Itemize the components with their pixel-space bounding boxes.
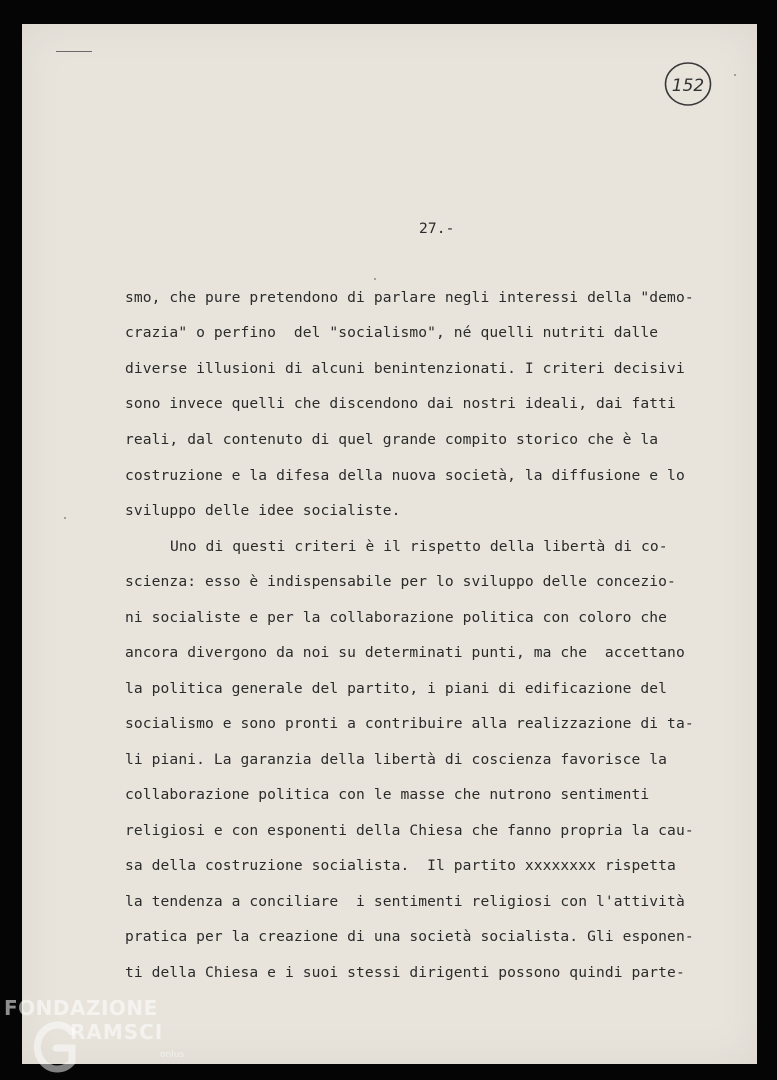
body-line: pratica per la creazione di una società socialista. Gli esponen- xyxy=(125,928,694,945)
body-line: socialismo e sono pronti a contribuire alla realizzazione di ta- xyxy=(125,715,694,732)
fondazione-gramsci-watermark xyxy=(4,996,194,1076)
body-line: ni socialiste e per la collaborazione politica con coloro che xyxy=(125,609,668,626)
body-line: costruzione e la difesa della nuova società, la diffusione e lo xyxy=(125,467,685,484)
body-line: sviluppo delle idee socialiste. xyxy=(125,502,401,519)
typewritten-page xyxy=(22,24,757,1064)
body-line: crazia" o perfino del "socialismo", né quelli nutriti dalle xyxy=(125,324,659,341)
body-line: scienza: esso è indispensabile per lo sviluppo delle concezio- xyxy=(125,573,676,590)
body-line: collaborazione politica con le masse che nutrono sentimenti xyxy=(125,786,650,803)
body-line: ancora divergono da noi su determinati punti, ma che accettano xyxy=(125,644,685,661)
body-line: sono invece quelli che discendono dai nostri ideali, dai fatti xyxy=(125,395,676,412)
body-line: la tendenza a conciliare i sentimenti religiosi con l'attività xyxy=(125,893,685,910)
archive-number-text: 152 xyxy=(671,76,705,96)
page-number: 27.- xyxy=(419,220,455,237)
paper-speck xyxy=(374,278,376,280)
body-line: ti della Chiesa e i suoi stessi dirigenti possono quindi parte- xyxy=(125,964,685,981)
paper-speck xyxy=(64,517,66,519)
body-line: li piani. La garanzia della libertà di coscienza favorisce la xyxy=(125,751,668,768)
body-line: smo, che pure pretendono di parlare negli interessi della "demo- xyxy=(125,289,694,306)
body-line: la politica generale del partito, i piani di edificazione del xyxy=(125,680,668,697)
body-line: reali, dal contenuto di quel grande compito storico che è la xyxy=(125,431,659,448)
watermark-onlus-text: onlus xyxy=(160,1050,185,1060)
body-line: diverse illusioni di alcuni benintenzionati. I criteri decisivi xyxy=(125,360,685,377)
paper-speck xyxy=(734,74,736,76)
watermark-fondazione-text: FONDAZIONE xyxy=(4,996,158,1020)
body-line: sa della costruzione socialista. Il partito xxxxxxxx rispetta xyxy=(125,857,676,874)
margin-dash-mark xyxy=(56,51,92,52)
archive-number-stamp xyxy=(663,60,713,108)
body-line: religiosi e con esponenti della Chiesa che fanno propria la cau- xyxy=(125,822,694,839)
watermark-gramsci-text: RAMSCI xyxy=(70,1020,164,1044)
body-line: Uno di questi criteri è il rispetto della libertà di co- xyxy=(170,538,668,555)
